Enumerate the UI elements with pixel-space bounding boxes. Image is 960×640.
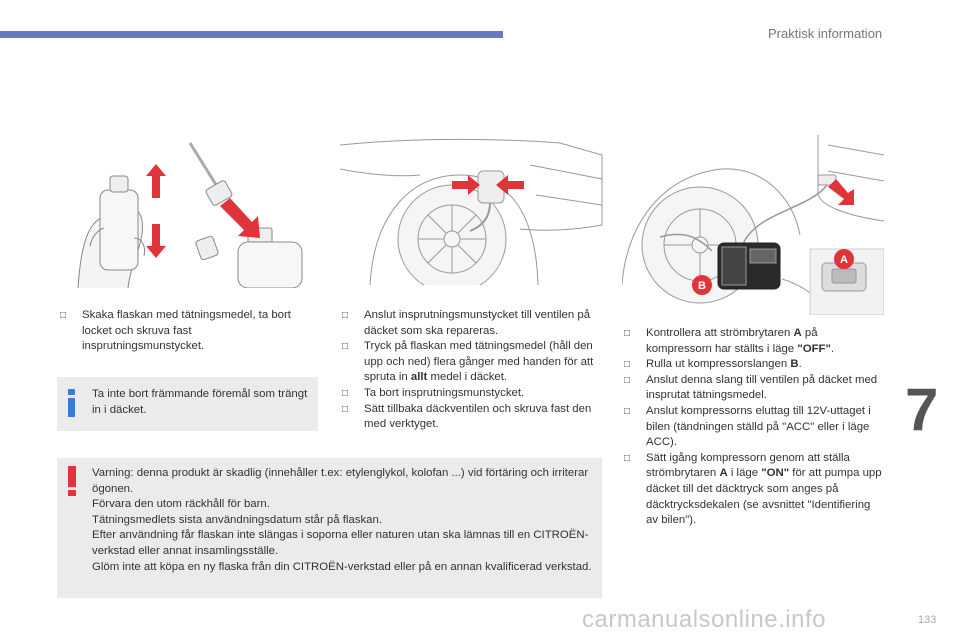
list-item (624, 451, 884, 529)
checkbox-icon: □ (624, 452, 631, 464)
label-a-ref: A (793, 327, 802, 339)
list-item-text: Ta bort insprutningsmunstycket. (364, 386, 525, 399)
checkbox-icon: □ (624, 374, 631, 386)
list-item-text: . (830, 342, 835, 355)
list-item-text: för att pumpa upp däcket till det däcktryck som anges på däcktrycksdekalen (se avsnittet "Identifiering av bilen"). (646, 467, 882, 527)
warning-line: Tätningsmedlets sista användningsdatum står på flaskan. (92, 513, 382, 526)
illustration-wheel-injector (340, 135, 610, 285)
list-item-text: Tryck på flaskan med tätningsmedel (håll den upp och ned) flera gånger med handen för att spruta in (364, 340, 594, 384)
label-b-marker (692, 275, 712, 295)
checkbox-icon: □ (624, 328, 631, 339)
warning-text (92, 466, 594, 575)
checkbox-icon: □ (342, 310, 349, 321)
on-label: "ON" (761, 467, 790, 480)
list-item-text: Kontrollera att strömbrytaren (646, 327, 794, 339)
instruction-list-3 (624, 326, 884, 529)
list-item-text: på kompressorn har ställts i läge (646, 327, 818, 355)
emphasis-all: allt (410, 371, 428, 384)
checkbox-icon: □ (624, 405, 631, 417)
info-icon (66, 389, 78, 417)
info-box (57, 377, 318, 431)
illustration-compressor (622, 135, 884, 315)
chapter-number: 7 (905, 376, 939, 443)
info-text: Ta inte bort främmande föremål som trängt in i däcket. (92, 388, 308, 416)
watermark: carmanualsonline.info (582, 606, 826, 633)
warning-line: Glöm inte att köpa en ny flaska från din CITROËN-verkstad eller på en annan kvalificerad verkstad. (92, 560, 592, 573)
list-item (624, 326, 884, 357)
list-item-text: Anslut denna slang till ventilen på däcket med insprutat tätningsmedel. (646, 373, 878, 402)
instruction-list-2 (342, 308, 606, 433)
list-item-text: i läge (727, 467, 762, 480)
checkbox-icon: □ (342, 387, 349, 399)
list-item (342, 339, 606, 386)
label-a: A (840, 254, 848, 266)
checkbox-icon: □ (624, 359, 631, 371)
illustration-sealant-bottle (70, 138, 310, 288)
list-item-text: Sätt tillbaka däckventilen och skruva fast den med verktyget. (364, 402, 592, 431)
warning-line: Efter användning får flaskan inte slängas i soporna eller naturen utan ska lämnas till en CITROËN-verkstad eller annat insamlingsställe. (92, 529, 589, 557)
label-b: B (698, 280, 706, 292)
list-item-text: Rulla ut kompressorslangen (646, 358, 791, 371)
checkbox-icon: □ (342, 403, 349, 415)
warning-box (57, 458, 602, 598)
section-title: Praktisk information (768, 26, 883, 41)
list-item-text: . (798, 358, 802, 371)
header-accent-bar (0, 31, 503, 38)
list-item (342, 402, 606, 433)
list-item-text: Anslut kompressorns eluttag till 12V-uttaget i bilen (tändningen ställd på "ACC" eller i läge ACC). (646, 404, 871, 449)
instruction-list-1 (60, 308, 310, 355)
off-label: "OFF" (797, 342, 831, 355)
list-item-text: Anslut insprutningsmunstycket till ventilen på däcket som ska repareras. (364, 309, 591, 337)
warning-icon (66, 466, 78, 496)
list-item (624, 373, 884, 404)
list-item (342, 308, 606, 339)
list-item-text: Skaka flaskan med tätningsmedel, ta bort locket och skruva fast insprutningsmunstycket. (82, 309, 291, 353)
label-a-ref: A (719, 467, 728, 480)
list-item (624, 404, 884, 451)
list-item (60, 308, 310, 355)
list-item (342, 386, 606, 402)
list-item (624, 357, 884, 373)
list-item-text: Sätt igång kompressorn genom att ställa strömbrytaren (646, 451, 850, 480)
label-b-ref: B (790, 358, 799, 371)
checkbox-icon: □ (60, 310, 67, 321)
checkbox-icon: □ (342, 341, 349, 353)
warning-line: Varning: denna produkt är skadlig (innehåller t.ex: etylenglykol, kolofan ...) vid förtäring och irriterar ögonen. (92, 467, 589, 495)
warning-line: Förvara den utom räckhåll för barn. (92, 498, 270, 511)
list-item-text: medel i däcket. (427, 371, 508, 384)
label-a-marker (834, 249, 854, 269)
page-number: 133 (918, 614, 937, 626)
